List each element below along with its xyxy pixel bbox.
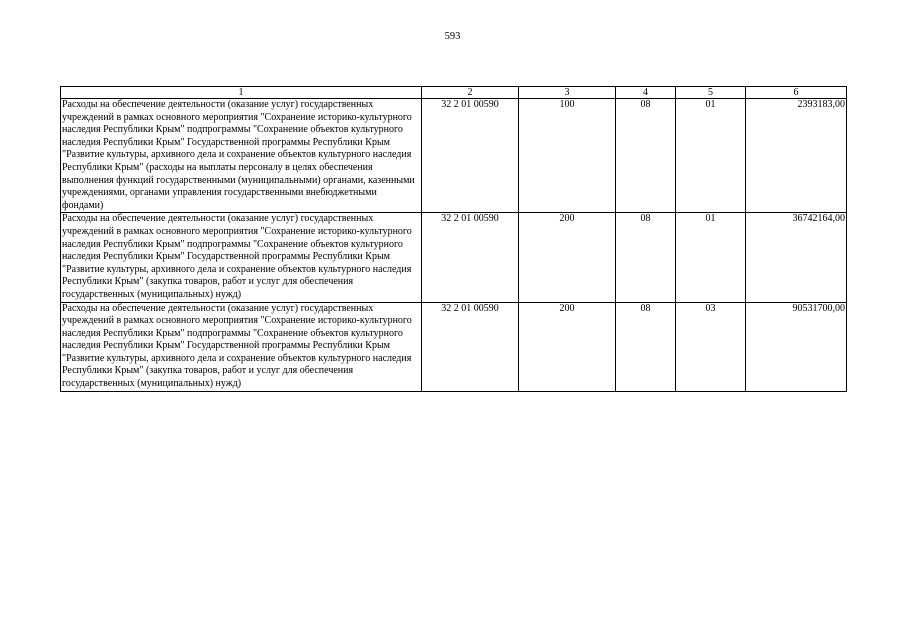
row-section: 08 <box>616 99 676 213</box>
table-row <box>61 302 847 391</box>
col-header-3: 3 <box>519 87 616 99</box>
col-header-4: 4 <box>616 87 676 99</box>
row-section: 08 <box>616 302 676 391</box>
row-target-code: 32 2 01 00590 <box>422 302 519 391</box>
row-amount: 36742164,00 <box>746 213 847 302</box>
col-header-1: 1 <box>61 87 422 99</box>
row-subsection: 01 <box>676 213 746 302</box>
budget-table <box>60 86 847 392</box>
row-expense-type: 200 <box>519 302 616 391</box>
page-number: 593 <box>444 31 461 42</box>
row-description: Расходы на обеспечение деятельности (оказание услуг) государственных учреждений в рамках основного мероприятия "Сохранение историко-культурного наследия Республики Крым" подпрограммы "Сохранение объектов культурного наследия Республики Крым" Государственной программы Республики Крым "Развитие культуры, архивного дела и сохранение объектов культурного наследия Республики Крым" (закупка товаров, работ и услуг для обеспечения государственных (муниципальных) нужд) <box>61 213 422 302</box>
col-header-2: 2 <box>422 87 519 99</box>
row-section: 08 <box>616 213 676 302</box>
row-target-code: 32 2 01 00590 <box>422 213 519 302</box>
col-header-5: 5 <box>676 87 746 99</box>
row-amount: 90531700,00 <box>746 302 847 391</box>
row-description: Расходы на обеспечение деятельности (оказание услуг) государственных учреждений в рамках основного мероприятия "Сохранение историко-культурного наследия Республики Крым" подпрограммы "Сохранение объектов культурного наследия Республики Крым" Государственной программы Республики Крым "Развитие культуры, архивного дела и сохранение объектов культурного наследия Республики Крым" (закупка товаров, работ и услуг для обеспечения государственных (муниципальных) нужд) <box>61 302 422 391</box>
row-expense-type: 200 <box>519 213 616 302</box>
row-target-code: 32 2 01 00590 <box>422 99 519 213</box>
row-subsection: 03 <box>676 302 746 391</box>
row-subsection: 01 <box>676 99 746 213</box>
row-description: Расходы на обеспечение деятельности (оказание услуг) государственных учреждений в рамках основного мероприятия "Сохранение историко-культурного наследия Республики Крым" подпрограммы "Сохранение объектов культурного наследия Республики Крым" Государственной программы Республики Крым "Развитие культуры, архивного дела и сохранение объектов культурного наследия Республики Крым" (расходы на выплаты персоналу в целях обеспечения выполнения функций государственными (муниципальными) органами, казенными учреждениями, органами управления государственными внебюджетными фондами) <box>61 99 422 213</box>
header-row <box>61 87 847 99</box>
table-row <box>61 99 847 213</box>
row-expense-type: 100 <box>519 99 616 213</box>
row-amount: 2393183,00 <box>746 99 847 213</box>
col-header-6: 6 <box>746 87 847 99</box>
table-row <box>61 213 847 302</box>
